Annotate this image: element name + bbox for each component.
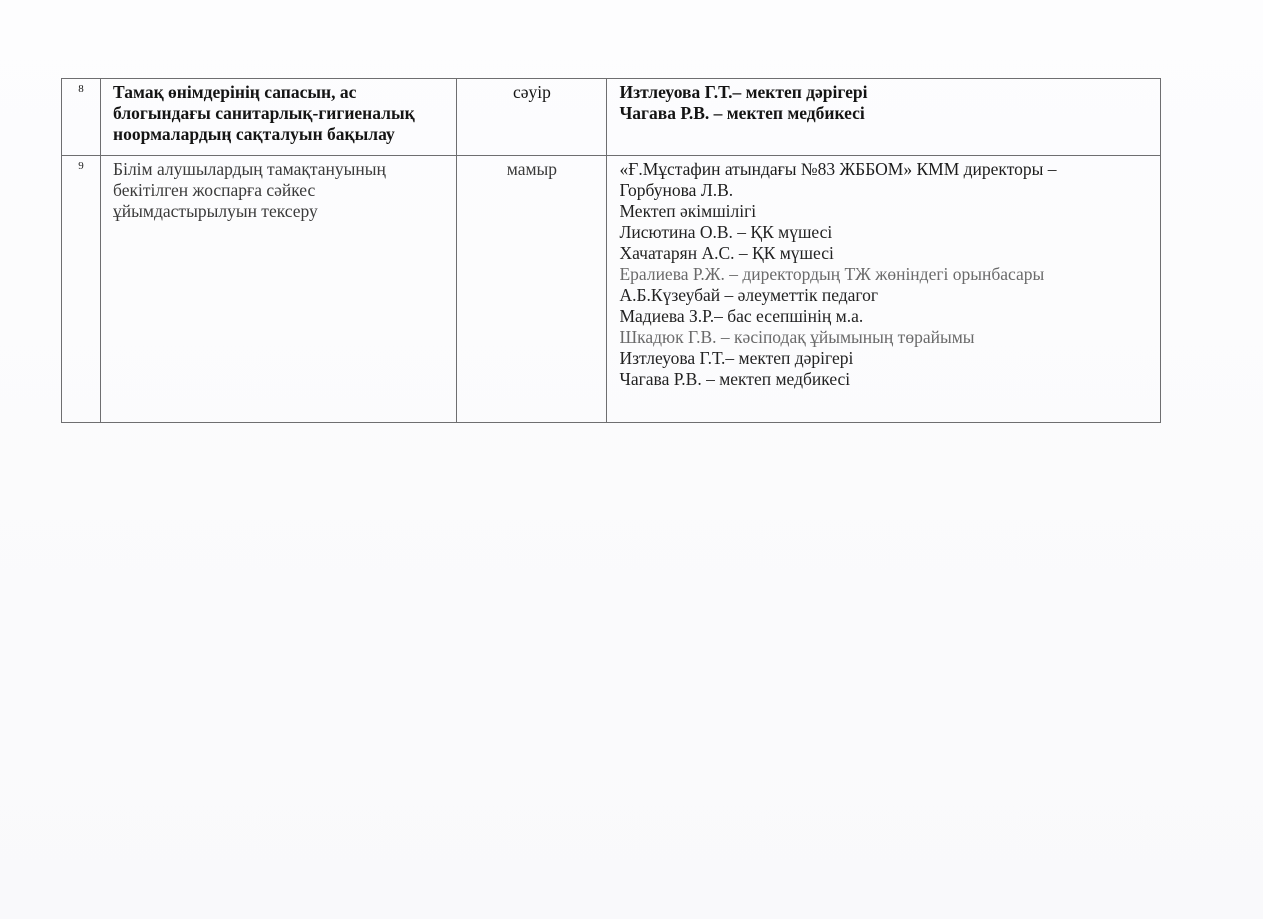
responsible-list bbox=[607, 156, 1160, 390]
activity-cell bbox=[101, 79, 457, 156]
responsible-line: Чагава Р.В. – мектеп медбикесі bbox=[619, 103, 865, 123]
responsible-line: Изтлеуова Г.Т.– мектеп дәрігері bbox=[619, 82, 868, 102]
responsible-line: Изтлеуова Г.Т.– мектеп дәрігері bbox=[619, 348, 854, 368]
responsible-cell bbox=[607, 79, 1161, 156]
responsible-line: Лисютина О.В. – ҚК мүшесі bbox=[619, 222, 833, 242]
responsible-line: Ералиева Р.Ж. – директордың ТЖ жөніндегі орынбасары bbox=[619, 264, 1045, 284]
responsible-line: Мектеп әкімшілігі bbox=[619, 201, 757, 221]
table-row bbox=[62, 79, 1161, 156]
responsible-cell bbox=[607, 156, 1161, 423]
responsible-line: А.Б.Күзеубай – әлеуметтік педагог bbox=[619, 285, 879, 305]
responsible-line: Шкадюк Г.В. – кәсіподақ ұйымының төрайымы bbox=[619, 327, 975, 347]
responsible-line: Хачатарян А.С. – ҚК мүшесі bbox=[619, 243, 834, 263]
row-number: 8 bbox=[78, 83, 84, 95]
responsible-list bbox=[607, 79, 1160, 124]
activity-cell bbox=[101, 156, 457, 423]
row-number-cell bbox=[62, 79, 101, 156]
plan-table bbox=[61, 78, 1161, 423]
responsible-line: «Ғ.Мұстафин атындағы №83 ЖББОМ» КММ директоры – bbox=[619, 159, 1057, 179]
table-row bbox=[62, 156, 1161, 423]
responsible-line: Чагава Р.В. – мектеп медбикесі bbox=[619, 369, 851, 389]
responsible-line: Мадиева З.Р.– бас есепшінің м.а. bbox=[619, 306, 864, 326]
date-text: сәуір bbox=[512, 82, 551, 102]
row-number: 9 bbox=[78, 160, 84, 172]
date-cell bbox=[457, 79, 607, 156]
row-number-cell bbox=[62, 156, 101, 423]
responsible-line: Горбунова Л.В. bbox=[619, 180, 734, 200]
activity-text: Білім алушылардың тамақтануының бекітілген жоспарға сәйкес ұйымдастырылуын тексеру bbox=[113, 159, 386, 221]
date-text: мамыр bbox=[506, 159, 558, 179]
date-cell bbox=[457, 156, 607, 423]
activity-text: Тамақ өнімдерінің сапасын, ас блогындағы санитарлық-гигиеналық ноормалардың сақталуын бақылау bbox=[113, 82, 415, 144]
